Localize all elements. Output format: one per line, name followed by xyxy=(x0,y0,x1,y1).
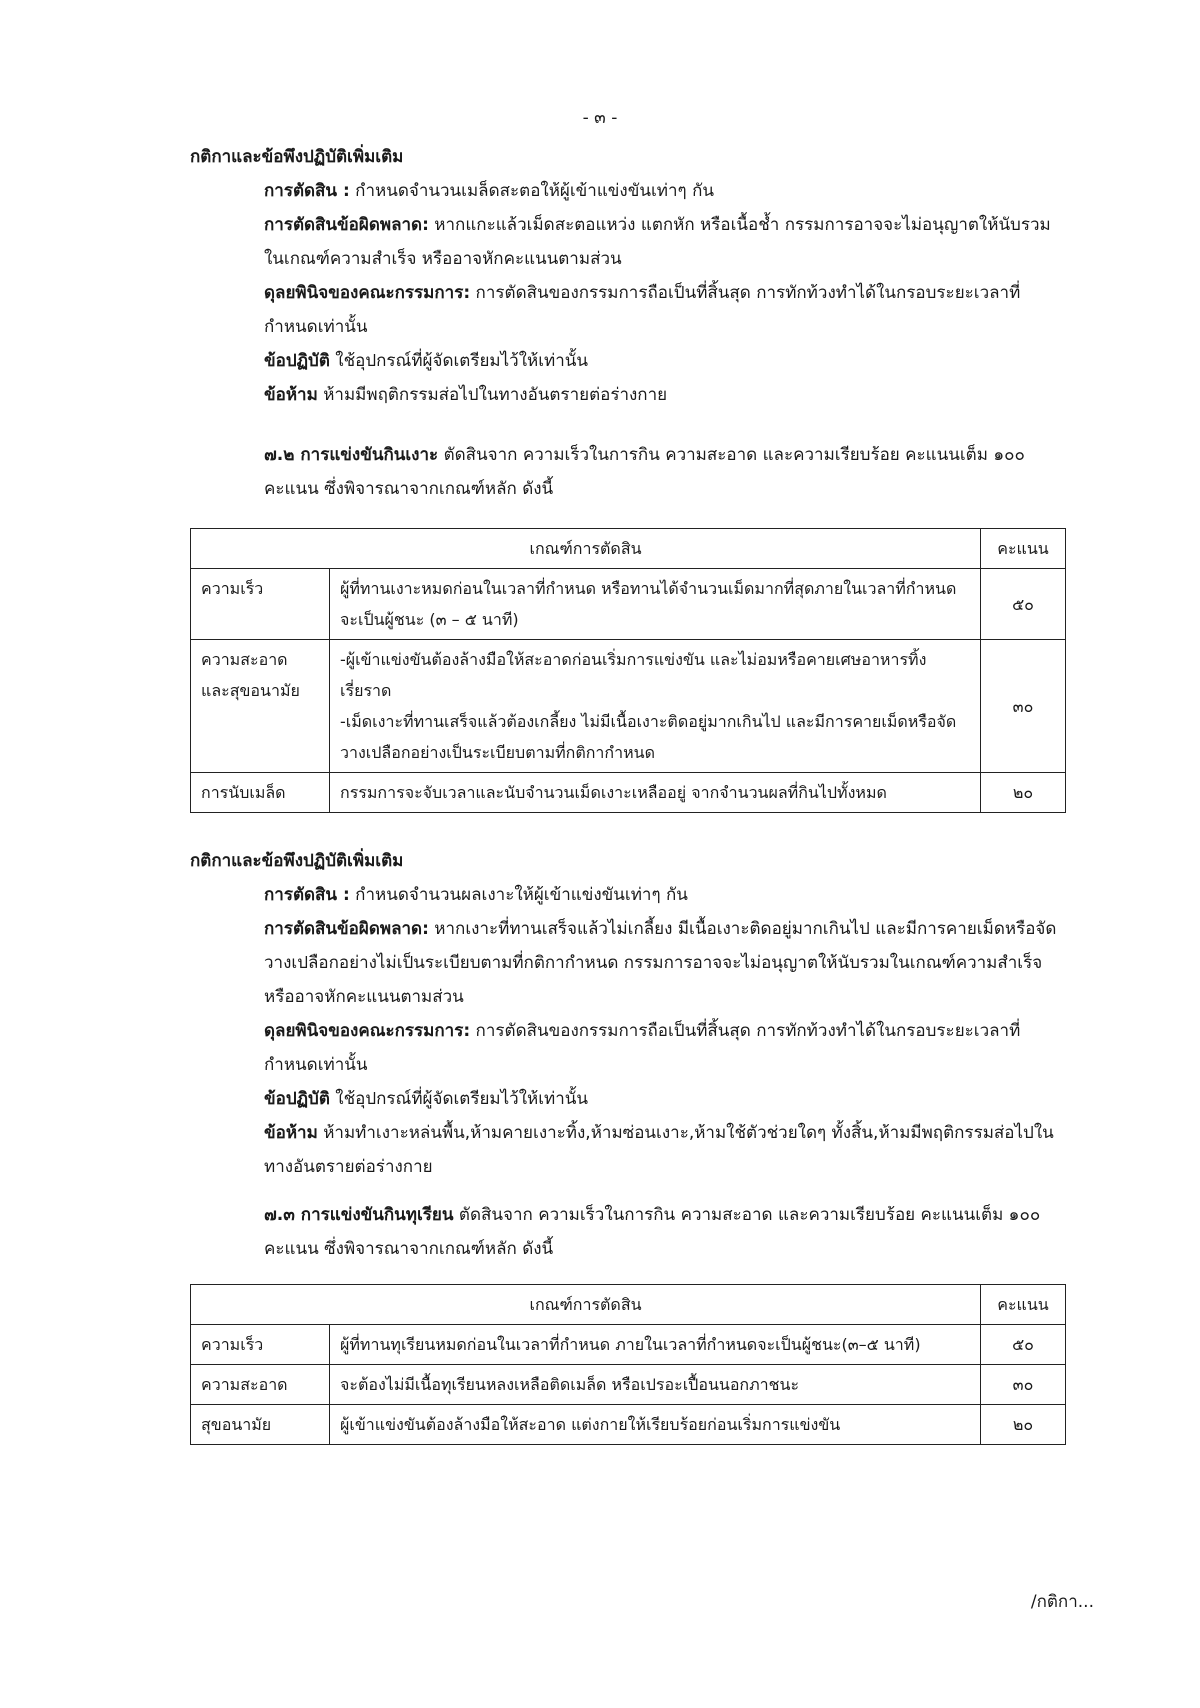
description-cell: ผู้ที่ทานทุเรียนหมดก่อนในเวลาที่กำหนด ภายในเวลาที่กำหนดจะเป็นผู้ชนะ(๓–๕ นาที) xyxy=(330,1325,981,1365)
score-cell: ๕๐ xyxy=(981,569,1066,640)
description-cell: จะต้องไม่มีเนื้อทุเรียนหลงเหลือติดเมล็ด หรือเปรอะเปื้อนนอกภาชนะ xyxy=(330,1365,981,1405)
table-header-score: คะแนน xyxy=(981,529,1066,569)
table-header-score: คะแนน xyxy=(981,1285,1066,1325)
score-cell: ๒๐ xyxy=(981,1405,1066,1445)
rules-section-1 xyxy=(190,140,1070,412)
rule-item: ข้อปฏิบัติ ใช้อุปกรณ์ที่ผู้จัดเตรียมไว้ให้เท่านั้น xyxy=(264,1089,589,1109)
continuation-footer: /กติกา... xyxy=(1030,1592,1094,1612)
rule-item: การตัดสินข้อผิดพลาด: หากเงาะที่ทานเสร็จแล้วไม่เกลี้ยง มีเนื้อเงาะติดอยู่มากเกินไป และมีการคายเม็ดหรือจัดวางเปลือกอย่างไม่เป็นระเบียบตามที่กติกากำหนด กรรมการอาจจะไม่อนุญาตให้นับรวมในเกณฑ์ความสำเร็จ หรืออาจหักคะแนนตามส่วน xyxy=(264,919,1057,1007)
table-row xyxy=(191,569,1066,640)
table-header-row xyxy=(191,1285,1066,1325)
score-cell: ๕๐ xyxy=(981,1325,1066,1365)
score-cell: ๒๐ xyxy=(981,773,1066,813)
criteria-table-1 xyxy=(190,528,1066,813)
description-cell: -ผู้เข้าแข่งขันต้องล้างมือให้สะอาดก่อนเริ่มการแข่งขัน และไม่อมหรือคายเศษอาหารทิ้งเรี่ยราด -เม็ดเงาะที่ทานเสร็จแล้วต้องเกลี้ยง ไม่มีเนื้อเงาะติดอยู่มากเกินไป และมีการคายเม็ดหรือจัดวางเปลือกอย่างเป็นระเบียบตามที่กติกากำหนด xyxy=(330,640,981,773)
table-row xyxy=(191,640,1066,773)
rule-item: ข้อปฏิบัติ ใช้อุปกรณ์ที่ผู้จัดเตรียมไว้ให้เท่านั้น xyxy=(264,351,589,371)
rule-item: การตัดสินข้อผิดพลาด: หากแกะแล้วเม็ดสะตอแหว่ง แตกหัก หรือเนื้อช้ำ กรรมการอาจจะไม่อนุญาตให้นับรวมในเกณฑ์ความสำเร็จ หรืออาจหักคะแนนตามส่วน xyxy=(264,215,1051,269)
section-heading: กติกาและข้อพึงปฏิบัติเพิ่มเติม xyxy=(190,851,404,871)
competition-7-3-paragraph: ๗.๓ การแข่งขันกินทุเรียน ตัดสินจาก ความเร็วในการกิน ความสะอาด และความเรียบร้อย คะแนนเต็ม ๑๐๐ คะแนน ซึ่งพิจารณาจากเกณฑ์หลัก ดังนี้ xyxy=(264,1205,1041,1259)
criterion-cell: ความสะอาด และสุขอนามัย xyxy=(191,640,330,773)
criterion-cell: ความเร็ว xyxy=(191,569,330,640)
rule-item: ดุลยพินิจของคณะกรรมการ: การตัดสินของกรรมการถือเป็นที่สิ้นสุด การทักท้วงทำได้ในกรอบระยะเวลาที่กำหนดเท่านั้น xyxy=(264,1021,1021,1075)
rule-item: ข้อห้าม ห้ามมีพฤติกรรมส่อไปในทางอันตรายต่อร่างกาย xyxy=(264,385,668,405)
rule-item: ข้อห้าม ห้ามทำเงาะหล่นพื้น,ห้ามคายเงาะทิ้ง,ห้ามซ่อนเงาะ,ห้ามใช้ตัวช่วยใดๆ ทั้งสิ้น,ห้ามมีพฤติกรรมส่อไปในทางอันตรายต่อร่างกาย xyxy=(264,1123,1054,1177)
table-header-criteria: เกณฑ์การตัดสิน xyxy=(191,529,981,569)
score-cell: ๓๐ xyxy=(981,1365,1066,1405)
table-header-criteria: เกณฑ์การตัดสิน xyxy=(191,1285,981,1325)
rule-item: ดุลยพินิจของคณะกรรมการ: การตัดสินของกรรมการถือเป็นที่สิ้นสุด การทักท้วงทำได้ในกรอบระยะเวลาที่กำหนดเท่านั้น xyxy=(264,283,1021,337)
page-number: - ๓ - xyxy=(582,108,618,128)
table-row xyxy=(191,1325,1066,1365)
description-cell: กรรมการจะจับเวลาและนับจำนวนเม็ดเงาะเหลืออยู่ จากจำนวนผลที่กินไปทั้งหมด xyxy=(330,773,981,813)
section-heading: กติกาและข้อพึงปฏิบัติเพิ่มเติม xyxy=(190,147,404,167)
competition-7-2-paragraph: ๗.๒ การแข่งขันกินเงาะ ตัดสินจาก ความเร็วในการกิน ความสะอาด และความเรียบร้อย คะแนนเต็ม ๑๐๐ คะแนน ซึ่งพิจารณาจากเกณฑ์หลัก ดังนี้ xyxy=(264,445,1025,499)
criterion-cell: ความเร็ว xyxy=(191,1325,330,1365)
rule-item: การตัดสิน : กำหนดจำนวนผลเงาะให้ผู้เข้าแข่งขันเท่าๆ กัน xyxy=(264,885,688,905)
criterion-cell: ความสะอาด xyxy=(191,1365,330,1405)
description-cell: ผู้เข้าแข่งขันต้องล้างมือให้สะอาด แต่งกายให้เรียบร้อยก่อนเริ่มการแข่งขัน xyxy=(330,1405,981,1445)
criterion-cell: การนับเมล็ด xyxy=(191,773,330,813)
criteria-table-2 xyxy=(190,1284,1066,1445)
rules-section-2 xyxy=(190,844,1070,1184)
criterion-cell: สุขอนามัย xyxy=(191,1405,330,1445)
table-row xyxy=(191,773,1066,813)
rule-item: การตัดสิน : กำหนดจำนวนเมล็ดสะตอให้ผู้เข้าแข่งขันเท่าๆ กัน xyxy=(264,181,714,201)
score-cell: ๓๐ xyxy=(981,640,1066,773)
description-cell: ผู้ที่ทานเงาะหมดก่อนในเวลาที่กำหนด หรือทานได้จำนวนเม็ดมากที่สุดภายในเวลาที่กำหนดจะเป็นผู้ชนะ (๓ – ๕ นาที) xyxy=(330,569,981,640)
table-row xyxy=(191,1365,1066,1405)
table-row xyxy=(191,1405,1066,1445)
table-header-row xyxy=(191,529,1066,569)
